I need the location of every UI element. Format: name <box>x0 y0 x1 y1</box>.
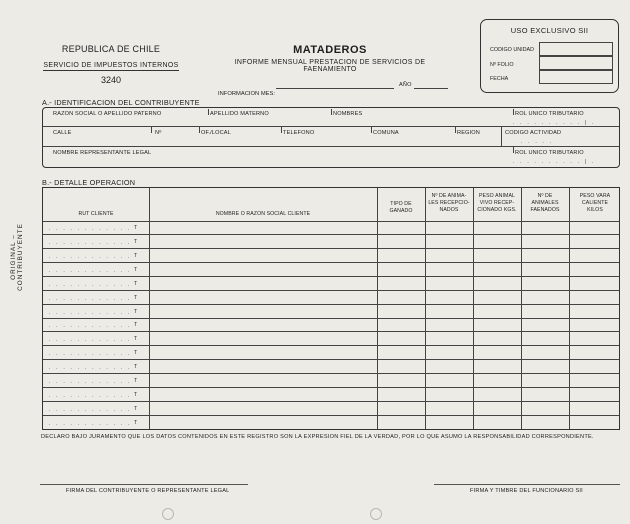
table-cell[interactable] <box>149 402 377 415</box>
agency-header <box>36 44 186 85</box>
table-cell[interactable] <box>521 221 569 234</box>
table-cell[interactable] <box>425 305 473 318</box>
operation-detail-table <box>42 187 620 430</box>
table-cell[interactable]: . . . . . . . . . . . . T <box>49 419 138 427</box>
table-cell[interactable] <box>149 388 377 401</box>
table-cell[interactable]: . . . . . . . . . . . . T <box>49 238 138 246</box>
table-cell[interactable] <box>149 360 377 373</box>
table-cell[interactable] <box>425 221 473 234</box>
table-cell[interactable] <box>377 360 425 373</box>
table-cell[interactable] <box>473 319 521 332</box>
field-maternal-surname: APELLIDO MATERNO <box>210 111 269 117</box>
col-hot-carcass-weight: PESO VARA CALIENTE KILOS <box>579 193 611 214</box>
rut-check-digit: T <box>134 350 138 357</box>
table-row <box>43 249 619 263</box>
table-cell[interactable]: . . . . . . . . . . . . T <box>49 378 138 386</box>
table-cell[interactable] <box>473 305 521 318</box>
col-animals-received: Nº DE ANIMA- LES RECEPCIO- NADOS <box>428 193 470 214</box>
table-cell[interactable] <box>521 319 569 332</box>
table-cell[interactable] <box>149 332 377 345</box>
table-cell[interactable] <box>149 235 377 248</box>
table-cell[interactable]: . . . . . . . . . . . . T <box>49 308 138 316</box>
field-rut-taxpayer: ROL UNICO TRIBUTARIO <box>515 111 584 117</box>
table-row <box>43 319 619 333</box>
year-field[interactable] <box>414 88 448 89</box>
table-cell[interactable]: . . . . . . . . . . . . T <box>49 280 138 288</box>
sworn-declaration: DECLARO BAJO JURAMENTO QUE LOS DATOS CONTENIDOS EN ESTE REGISTRO SON LA EXPRESION FIEL DE LA VERDAD, POR LO QUE ASUMO LA RESPONSABILIDAD CORRESPONDIENTE. <box>41 434 594 440</box>
table-cell[interactable] <box>569 221 621 234</box>
field-office: OF./LOCAL <box>201 130 231 136</box>
field-activity-code: CODIGO ACTIVIDAD <box>505 130 562 136</box>
table-cell[interactable] <box>569 235 621 248</box>
table-row <box>43 263 619 277</box>
info-month-label: INFORMACION MES: <box>218 91 276 97</box>
country-name: REPUBLICA DE CHILE <box>61 44 161 54</box>
table-cell[interactable] <box>473 277 521 290</box>
table-cell[interactable]: . . . . . . . . . . . . T <box>49 336 138 344</box>
table-cell[interactable]: . . . . . . . . . . . . T <box>49 266 138 274</box>
table-cell[interactable] <box>149 221 377 234</box>
field-street: CALLE <box>53 130 72 136</box>
rut-check-digit: T <box>134 419 138 426</box>
table-cell[interactable] <box>473 291 521 304</box>
year-label: AÑO <box>399 82 412 88</box>
table-cell[interactable]: . . . . . . . . . . . . T <box>49 364 138 372</box>
rut-check-digit: T <box>134 336 138 343</box>
table-row <box>43 402 619 416</box>
form-subtitle: INFORME MENSUAL PRESTACION DE SERVICIOS DE FAENAMIENTO <box>234 59 426 73</box>
table-cell[interactable]: . . . . . . . . . . . . T <box>49 294 138 302</box>
table-cell[interactable] <box>473 374 521 387</box>
table-row <box>43 388 619 402</box>
table-cell[interactable] <box>569 360 621 373</box>
table-cell[interactable] <box>569 332 621 345</box>
table-cell[interactable] <box>377 277 425 290</box>
table-row <box>43 291 619 305</box>
punch-hole-mark <box>370 508 382 520</box>
table-cell[interactable] <box>425 263 473 276</box>
table-cell[interactable] <box>473 346 521 359</box>
table-row <box>43 235 619 249</box>
table-row <box>43 416 619 430</box>
table-cell[interactable]: . . . . . . . . . . . . T <box>49 350 138 358</box>
field-legal-rep: NOMBRE REPRESENTANTE LEGAL <box>53 150 152 156</box>
taxpayer-signature-label: FIRMA DEL CONTRIBUYENTE O REPRESENTANTE LEGAL <box>66 488 230 494</box>
table-cell[interactable] <box>521 249 569 262</box>
table-cell[interactable] <box>377 305 425 318</box>
table-cell[interactable] <box>149 319 377 332</box>
col-rut-client: RUT CLIENTE <box>78 211 114 217</box>
table-cell[interactable] <box>473 402 521 415</box>
rut-check-digit: T <box>134 294 138 301</box>
table-row <box>43 221 619 235</box>
sii-date-label: FECHA <box>490 76 509 82</box>
table-cell[interactable] <box>473 249 521 262</box>
sii-folio-label: Nº FOLIO <box>490 62 514 68</box>
table-cell[interactable] <box>521 305 569 318</box>
table-cell[interactable] <box>425 346 473 359</box>
table-cell[interactable]: . . . . . . . . . . . . T <box>49 392 138 400</box>
table-cell[interactable] <box>377 249 425 262</box>
table-cell[interactable] <box>521 291 569 304</box>
sii-date-field[interactable] <box>539 70 613 84</box>
rut-check-digit: T <box>134 322 138 329</box>
rut-check-digit: T <box>134 252 138 259</box>
table-cell[interactable] <box>149 249 377 262</box>
table-cell[interactable] <box>377 291 425 304</box>
agency-name: SERVICIO DE IMPUESTOS INTERNOS <box>43 62 179 69</box>
rut-check-digit: T <box>134 364 138 371</box>
rut-check-digit: T <box>134 266 138 273</box>
field-names: NOMBRES <box>333 111 363 117</box>
table-cell[interactable] <box>377 374 425 387</box>
table-cell[interactable] <box>569 374 621 387</box>
table-cell[interactable] <box>425 360 473 373</box>
table-cell[interactable] <box>473 416 521 429</box>
table-cell[interactable] <box>569 416 621 429</box>
table-cell[interactable] <box>521 416 569 429</box>
field-rut-legal-rep: ROL UNICO TRIBUTARIO <box>515 150 584 156</box>
table-cell[interactable] <box>569 402 621 415</box>
field-number: Nº <box>155 130 162 136</box>
sii-box-title: USO EXCLUSIVO SII <box>510 26 589 35</box>
sii-unit-code-label: CODIGO UNIDAD <box>490 47 535 53</box>
sii-folio-field[interactable] <box>539 56 613 70</box>
table-cell[interactable] <box>569 249 621 262</box>
table-cell[interactable] <box>521 263 569 276</box>
table-cell[interactable] <box>425 235 473 248</box>
table-cell[interactable] <box>425 249 473 262</box>
table-cell[interactable] <box>425 388 473 401</box>
sii-unit-code-field[interactable] <box>539 42 613 56</box>
table-cell[interactable] <box>521 235 569 248</box>
table-row <box>43 277 619 291</box>
table-cell[interactable] <box>521 388 569 401</box>
table-cell[interactable] <box>569 291 621 304</box>
sii-exclusive-box <box>480 19 619 93</box>
table-cell[interactable] <box>377 263 425 276</box>
info-month-field[interactable] <box>276 88 394 89</box>
table-cell[interactable] <box>521 374 569 387</box>
rut-check-digit: T <box>134 378 138 385</box>
rut-check-digit: T <box>134 392 138 399</box>
table-cell[interactable] <box>425 291 473 304</box>
table-cell[interactable] <box>149 374 377 387</box>
table-cell[interactable] <box>377 388 425 401</box>
table-cell[interactable] <box>149 263 377 276</box>
field-paternal-surname: RAZON SOCIAL O APELLIDO PATERNO <box>53 111 162 117</box>
rut-check-digit: T <box>134 238 138 245</box>
rut-check-digit: T <box>134 308 138 315</box>
table-cell[interactable] <box>425 402 473 415</box>
rut-check-digit: T <box>134 406 138 413</box>
table-cell[interactable] <box>377 235 425 248</box>
section-a-table: RAZON SOCIAL O APELLIDO PATERNO APELLIDO MATERNO NOMBRES ROL UNICO TRIBUTARIO . . . . . . . . . . | . CALLE Nº OF./LOCAL TELEFONO COMUNA REGION CODIGO ACTIVIDAD . . . . . NOMBRE REPRESENTANTE LEGAL ROL UNICO TRIBUTARIO . . . . . . . . . . | . <box>42 107 620 168</box>
table-row <box>43 360 619 374</box>
table-row <box>43 346 619 360</box>
rut-check-digit: T <box>134 224 138 231</box>
table-cell[interactable] <box>473 221 521 234</box>
table-cell[interactable] <box>377 319 425 332</box>
section-b-title: B.- DETALLE OPERACION <box>42 178 136 187</box>
table-cell[interactable] <box>521 332 569 345</box>
table-cell[interactable]: . . . . . . . . . . . . T <box>49 252 138 260</box>
col-client-name: NOMBRE O RAZON SOCIAL CLIENTE <box>215 211 311 217</box>
table-cell[interactable]: . . . . . . . . . . . . T <box>49 322 138 330</box>
rut-check-digit: T <box>134 280 138 287</box>
table-cell[interactable] <box>473 263 521 276</box>
taxpayer-signature-line[interactable] <box>40 484 248 485</box>
table-cell[interactable] <box>521 346 569 359</box>
field-commune: COMUNA <box>373 130 399 136</box>
table-cell[interactable] <box>569 388 621 401</box>
info-month-row <box>218 82 275 100</box>
table-row <box>43 332 619 346</box>
table-cell[interactable] <box>569 346 621 359</box>
table-cell[interactable] <box>569 263 621 276</box>
table-row <box>43 374 619 388</box>
table-cell[interactable] <box>425 277 473 290</box>
table-cell[interactable] <box>473 235 521 248</box>
table-cell[interactable] <box>569 305 621 318</box>
table-cell[interactable] <box>473 360 521 373</box>
col-live-weight: PESO ANIMAL VIVO RECEP- CIONADO KGS. <box>477 193 517 214</box>
table-cell[interactable] <box>149 346 377 359</box>
table-cell[interactable] <box>569 277 621 290</box>
table-cell[interactable] <box>377 402 425 415</box>
table-cell[interactable] <box>377 416 425 429</box>
official-signature-line[interactable] <box>434 484 620 485</box>
table-cell[interactable] <box>521 360 569 373</box>
table-cell[interactable] <box>377 332 425 345</box>
table-cell[interactable] <box>521 402 569 415</box>
table-cell[interactable] <box>473 388 521 401</box>
table-cell[interactable] <box>149 277 377 290</box>
field-region: REGION <box>457 130 480 136</box>
copy-side-label: ORIGINAL – CONTRIBUYENTE <box>10 223 24 291</box>
table-cell[interactable] <box>377 346 425 359</box>
section-a-title: A.- IDENTIFICACION DEL CONTRIBUYENTE <box>42 98 200 107</box>
table-cell[interactable] <box>521 277 569 290</box>
table-cell[interactable] <box>425 332 473 345</box>
table-cell[interactable] <box>569 319 621 332</box>
table-cell[interactable] <box>425 319 473 332</box>
table-cell[interactable] <box>149 291 377 304</box>
table-cell[interactable] <box>149 416 377 429</box>
table-cell[interactable] <box>377 221 425 234</box>
form-title: MATADEROS <box>293 44 367 56</box>
col-livestock-type: TIPO DE GANADO <box>389 201 413 215</box>
table-cell[interactable]: . . . . . . . . . . . . T <box>49 224 138 232</box>
official-signature-label: FIRMA Y TIMBRE DEL FUNCIONARIO SII <box>470 488 583 494</box>
form-number: 3240 <box>100 75 122 85</box>
table-cell[interactable]: . . . . . . . . . . . . T <box>49 406 138 414</box>
table-row <box>43 305 619 319</box>
table-cell[interactable] <box>425 416 473 429</box>
form-title-block <box>210 44 450 73</box>
table-cell[interactable] <box>149 305 377 318</box>
table-cell[interactable] <box>473 332 521 345</box>
table-cell[interactable] <box>425 374 473 387</box>
field-phone: TELEFONO <box>283 130 315 136</box>
punch-hole-mark <box>162 508 174 520</box>
col-animals-slaughtered: Nº DE ANIMALES FAENADOS <box>530 193 560 214</box>
